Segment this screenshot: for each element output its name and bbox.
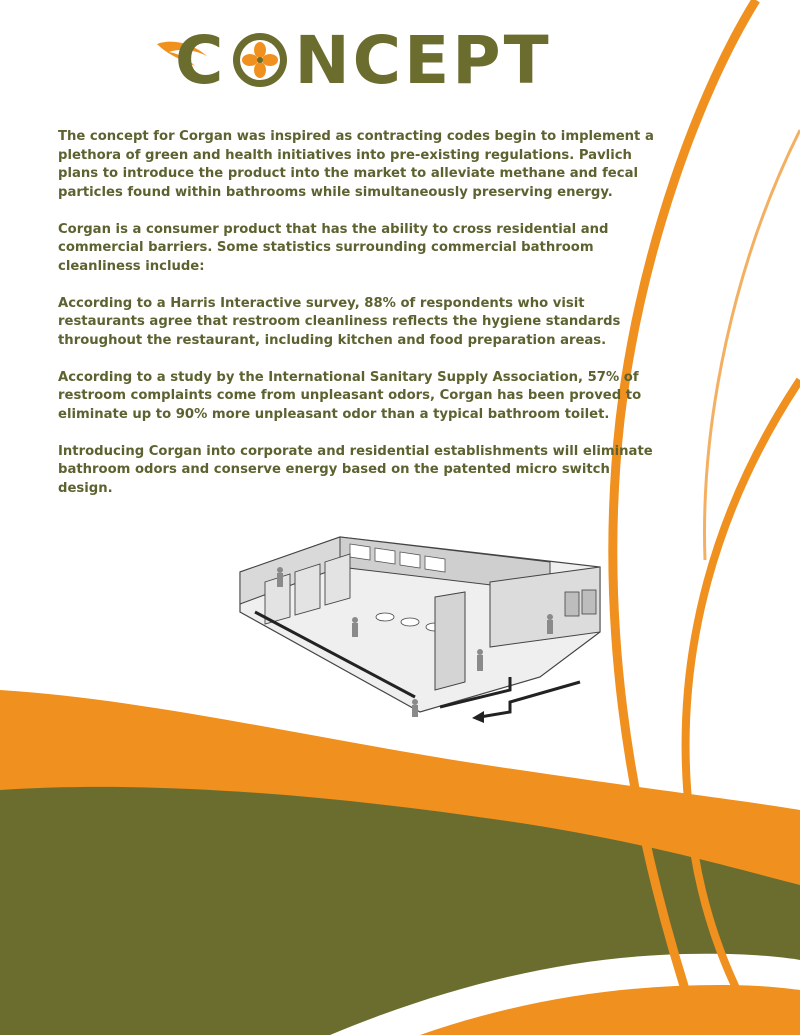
paragraph-harris-survey: According to a Harris Interactive survey, 88% of respondents who visit restaurants agree that restroom cleanliness reflects the hygiene standards throughout the restaurant, including kitchen and food preparation areas. bbox=[58, 295, 621, 348]
body-text bbox=[58, 128, 658, 517]
title-letter-c: C bbox=[175, 22, 227, 99]
orange-ribbon-thin bbox=[705, 130, 800, 560]
arrow-head bbox=[472, 711, 484, 723]
title-text bbox=[175, 22, 552, 99]
paragraph-consumer-product: Corgan is a consumer product that has the ability to cross residential and commercial barriers. Some statistics surrounding commercial bathroom cleanliness include: bbox=[58, 221, 609, 274]
fan-o-icon bbox=[226, 30, 294, 90]
restroom-floorplan-illustration bbox=[210, 512, 640, 737]
page-title bbox=[155, 22, 605, 102]
paragraph-issa-study: According to a study by the International Sanitary Supply Association, 57% of restroom complaints come from unpleasant odors, Corgan has been proved to eliminate up to 90% more unpleasant odor than a typical bathroom toilet. bbox=[58, 369, 642, 422]
title-letters-rest: NCEPT bbox=[294, 22, 552, 99]
paragraph-intro: The concept for Corgan was inspired as contracting codes begin to implement a plethora of green and health initiatives into pre-existing regulations. Pavlich plans to introduce the product into the market to alleviate methane and fecal particles found within bathrooms while simultaneously preserving energy. bbox=[58, 129, 654, 200]
paragraph-conclusion: Introducing Corgan into corporate and residential establishments will eliminate bathroom odors and conserve energy based on the patented micro switch design. bbox=[58, 443, 653, 496]
partition-wall bbox=[435, 592, 465, 690]
